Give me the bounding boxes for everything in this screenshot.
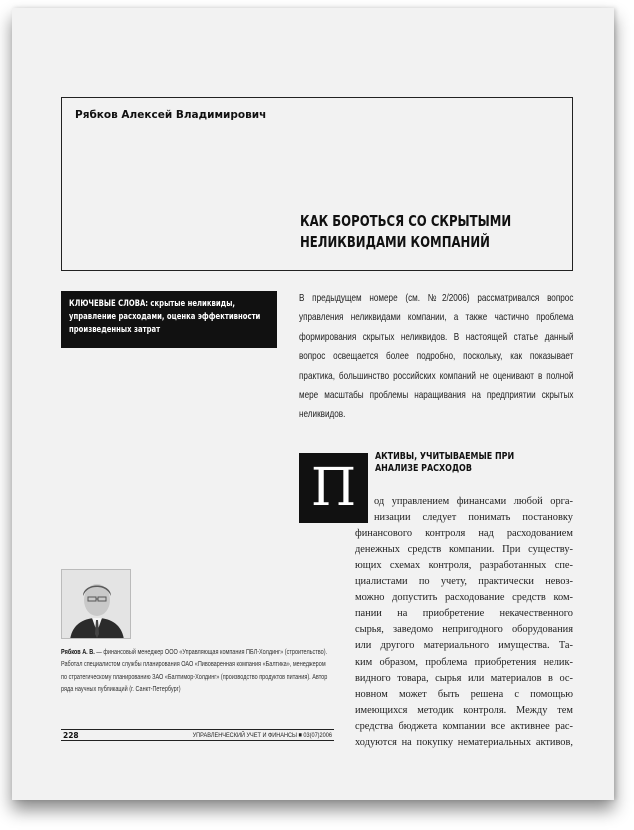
keywords-label: КЛЮЧЕВЫЕ СЛОВА:: [69, 299, 149, 309]
bio-name: Рябков А. В.: [61, 649, 95, 656]
intro-paragraph: В предыдущем номере (см. №2/2006) рассматривался вопрос управления неликвидами компании, а также частично проблема формирования скрытых неликвидов. В настоящей статье данный вопрос освещается более подробно, поскольку, как показывает практика, большинство российских компаний не оценивают в полной мере масштабы проблемы наращивания на предприятии скрытых неликвидов.: [299, 293, 574, 421]
body-line: средства бюджета компании все активнее рас-: [355, 720, 573, 732]
section-heading-line-1: АКТИВЫ, УЧИТЫВАЕМЫЕ ПРИ: [375, 451, 515, 462]
author-bio: [61, 647, 327, 696]
article-title-line-1: КАК БОРОТЬСЯ СО СКРЫТЫМИ: [300, 212, 512, 230]
body-line: видного товара, сырья или материалов в ос-: [355, 672, 573, 684]
body-line: новном может быть решена с помощью: [355, 688, 573, 700]
author-portrait-icon: [62, 570, 131, 639]
body-line: имеющихся методик контроля. Между тем: [355, 704, 573, 716]
journal-info: УПРАВЛЕНЧЕСКИЙ УЧЕТ И ФИНАНСЫ ■ 03(07)2006: [192, 731, 332, 739]
title-box: [61, 97, 573, 271]
body-line: можно допустить расходование средств ком-: [355, 592, 573, 604]
keywords-text: скрытые неликвиды, управление расходами, оценка эффективности произведенных затрат: [69, 299, 261, 335]
drop-cap: П: [299, 453, 368, 523]
body-line: ющих схемах контроля, разработанных спе-: [355, 560, 573, 572]
keywords-box: [61, 291, 277, 348]
body-line: финансового контроля над расходованием: [355, 528, 573, 540]
body-line: сырья, заведомо непригодного оборудования: [355, 624, 573, 636]
body-line: од управлением финансами любой орга-: [374, 496, 573, 507]
body-line: циалистами по учету, практически невоз-: [355, 576, 573, 588]
page-number: 228: [63, 731, 79, 740]
page-footer: [61, 729, 334, 741]
section-heading-line-2: АНАЛИЗЕ РАСХОДОВ: [375, 462, 472, 474]
bio-text: — финансовый менеджер ООО «Управляющая компания ПБЛ-Холдинг» (строительство). Работал специалистом службы планирования ОАО «Пивоваренная компания «Балтика», менеджером по стратегическому планированию ЗАО «Балтимор-Холдинг» (производство продуктов питания). Автор ряда научных публикаций (г. Санкт-Петербург): [61, 649, 328, 693]
article-title: [300, 211, 511, 253]
body-line: низации следует понимать постановку: [374, 512, 573, 524]
body-line: пании на приобретение некачественного: [355, 608, 573, 620]
section-heading: [375, 451, 545, 474]
body-line: или другого материального имущества. Та-: [355, 640, 573, 652]
body-line: денежных средств компании. При существу-: [355, 544, 573, 556]
article-title-line-2: НЕЛИКВИДАМИ КОМПАНИЙ: [300, 233, 490, 251]
body-line: ким образом, проблема приобретения нелик-: [355, 656, 573, 668]
author-photo: [61, 569, 131, 639]
body-line: ходуются на покупку нематериальных активов,: [355, 736, 573, 748]
magazine-page: [12, 8, 614, 800]
author-name: Рябков Алексей Владимирович: [75, 109, 267, 121]
